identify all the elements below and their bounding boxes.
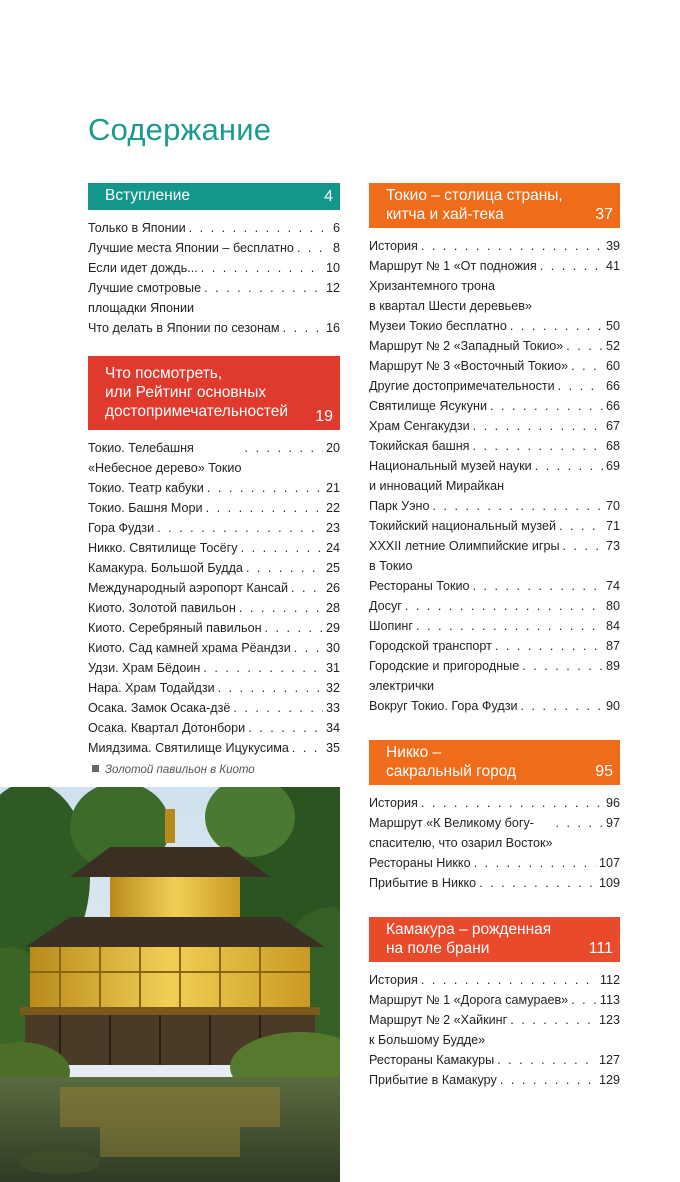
- toc-entry-page: 30: [325, 641, 340, 655]
- toc-entry-page: 41: [605, 259, 620, 273]
- toc-entry-title: Киото. Сад камней храма Рёандзи: [88, 641, 291, 655]
- dot-leader: [566, 336, 603, 356]
- toc-entry[interactable]: [369, 596, 620, 616]
- toc-entry-title: История: [369, 973, 418, 987]
- section-sights: [88, 356, 340, 758]
- toc-entry-page: 28: [325, 601, 340, 615]
- dot-leader: [244, 438, 323, 458]
- section-header-kamakura[interactable]: [369, 917, 620, 962]
- toc-entry-title: Киото. Серебряный павильон: [88, 621, 262, 635]
- toc-entry-title: Токио. Башня Мори: [88, 501, 203, 515]
- toc-entry-title: Токио. Телебашня «Небесное дерево» Токио: [88, 441, 242, 475]
- toc-entry-page: 52: [605, 339, 620, 353]
- dot-leader: [535, 456, 603, 476]
- toc-entry-page: 26: [325, 581, 340, 595]
- toc-entry[interactable]: [369, 656, 620, 696]
- section-header-sights[interactable]: [88, 356, 340, 430]
- left-column: [88, 183, 340, 776]
- dot-leader: [239, 598, 323, 618]
- dot-leader: [510, 1010, 596, 1030]
- dot-leader: [571, 356, 603, 376]
- dot-leader: [297, 238, 330, 258]
- toc-entry-page: 12: [325, 281, 340, 295]
- page-title: Содержание: [88, 112, 272, 147]
- toc-entry-page: 80: [605, 599, 620, 613]
- toc-entry-title: Святилище Ясукуни: [369, 399, 487, 413]
- toc-entry-title: Парк Уэно: [369, 499, 430, 513]
- section-header-tokyo[interactable]: [369, 183, 620, 228]
- toc-entry[interactable]: [369, 616, 620, 636]
- toc-entry[interactable]: [369, 416, 620, 436]
- dot-leader: [571, 990, 597, 1010]
- toc-entry-title: Музеи Токио бесплатно: [369, 319, 507, 333]
- toc-entry-title: Только в Японии: [88, 221, 186, 235]
- toc-entry-page: 113: [599, 993, 620, 1007]
- dot-leader: [473, 576, 603, 596]
- dot-leader: [510, 316, 603, 336]
- section-page: 19: [315, 408, 333, 425]
- dot-leader: [474, 853, 596, 873]
- toc-entry-title: Удзи. Храм Бёдоин: [88, 661, 201, 675]
- toc-entry-title: Маршрут № 2 «Хайкинг к Большому Будде»: [369, 1013, 508, 1047]
- section-title: Вступление: [105, 187, 191, 204]
- toc-entry-page: 74: [605, 579, 620, 593]
- toc-entry-title: Что делать в Японии по сезонам: [88, 321, 280, 335]
- section-page: 95: [595, 763, 613, 780]
- section-kamakura: [369, 917, 620, 1090]
- toc-entry-page: 50: [605, 319, 620, 333]
- dot-leader: [248, 718, 323, 738]
- toc-entry[interactable]: [369, 376, 620, 396]
- toc-entry[interactable]: [88, 718, 340, 738]
- toc-entry-page: 90: [605, 699, 620, 713]
- dot-leader: [432, 496, 603, 516]
- toc-entry[interactable]: [88, 518, 340, 538]
- toc-entry[interactable]: [369, 256, 620, 316]
- toc-entry-page: 6: [332, 221, 340, 235]
- toc-entry-title: История: [369, 796, 418, 810]
- dot-leader: [540, 256, 603, 276]
- toc-entry-page: 73: [605, 539, 620, 553]
- toc-entry-page: 29: [325, 621, 340, 635]
- toc-entry[interactable]: [369, 436, 620, 456]
- toc-entry-title: Городской транспорт: [369, 639, 492, 653]
- toc-entry[interactable]: [88, 638, 340, 658]
- dot-leader: [421, 236, 603, 256]
- dot-leader: [206, 498, 323, 518]
- section-title: Камакура – рожденная на поле брани: [386, 921, 552, 957]
- toc-entry-title: Шопинг: [369, 619, 413, 633]
- dot-leader: [473, 436, 603, 456]
- toc-entry-title: Гора Фудзи: [88, 521, 155, 535]
- toc-entry[interactable]: [369, 516, 620, 536]
- toc-entry-page: 23: [325, 521, 340, 535]
- toc-entry[interactable]: [369, 990, 620, 1010]
- toc-entry-page: 97: [605, 816, 620, 830]
- dot-leader: [291, 578, 323, 598]
- toc-entry-page: 68: [605, 439, 620, 453]
- toc-entry-title: Осака. Квартал Дотонбори: [88, 721, 246, 735]
- toc-entry[interactable]: [369, 970, 620, 990]
- toc-entry[interactable]: [88, 598, 340, 618]
- dot-leader: [495, 636, 603, 656]
- toc-entry[interactable]: [369, 1010, 620, 1050]
- dot-leader: [421, 970, 597, 990]
- toc-entry[interactable]: [88, 698, 340, 718]
- toc-entry-title: Маршрут № 3 «Восточный Токио»: [369, 359, 569, 373]
- toc-entry[interactable]: [88, 618, 340, 638]
- dot-leader: [241, 538, 323, 558]
- toc-entry[interactable]: [369, 496, 620, 516]
- toc-entry-page: 10: [325, 261, 340, 275]
- toc-entry[interactable]: [88, 498, 340, 518]
- toc-entry[interactable]: [88, 478, 340, 498]
- dot-leader: [233, 698, 323, 718]
- toc-entry-page: 89: [605, 659, 620, 673]
- toc-entry-title: Рестораны Никко: [369, 856, 471, 870]
- toc-entry-page: 69: [605, 459, 620, 473]
- toc-entry-page: 35: [325, 741, 340, 755]
- toc-entry-title: Рестораны Камакуры: [369, 1053, 495, 1067]
- toc-entry[interactable]: [369, 636, 620, 656]
- toc-entry-page: 66: [605, 399, 620, 413]
- toc-entry-page: 34: [325, 721, 340, 735]
- dot-leader: [204, 278, 323, 298]
- toc-entry-page: 70: [605, 499, 620, 513]
- toc-entry-title: Маршрут № 2 «Западный Токио»: [369, 339, 564, 353]
- dot-leader: [246, 558, 323, 578]
- dot-leader: [556, 813, 603, 833]
- dot-leader: [497, 1050, 596, 1070]
- toc-entry[interactable]: [369, 873, 620, 893]
- section-title: Что посмотреть, или Рейтинг основных достопримечательностей: [105, 365, 289, 420]
- toc-entry-page: 39: [605, 239, 620, 253]
- toc-entry-title: Храм Сенгакудзи: [369, 419, 470, 433]
- toc-entry[interactable]: [88, 658, 340, 678]
- toc-entry[interactable]: [88, 218, 340, 238]
- toc-entry[interactable]: [369, 356, 620, 376]
- toc-entry-page: 66: [605, 379, 620, 393]
- section-tokyo: [369, 183, 620, 716]
- toc-entry-title: Маршрут «К Великому богу- спасителю, что озарил Восток»: [369, 816, 553, 850]
- toc-entry[interactable]: [88, 258, 340, 278]
- toc-entry-page: 123: [598, 1013, 620, 1027]
- toc-entry-title: Никко. Святилище Тосёгу: [88, 541, 238, 555]
- toc-entry-page: 25: [325, 561, 340, 575]
- toc-entry-title: Маршрут № 1 «От подножия Хризантемного трона в квартал Шести деревьев»: [369, 259, 537, 313]
- toc-entry-page: 8: [332, 241, 340, 255]
- dot-leader: [405, 596, 603, 616]
- toc-entry[interactable]: [369, 576, 620, 596]
- dot-leader: [294, 638, 323, 658]
- section-header-intro[interactable]: [88, 183, 340, 210]
- dot-leader: [283, 318, 323, 338]
- toc-entry[interactable]: [369, 336, 620, 356]
- section-intro: [88, 183, 340, 338]
- dot-leader: [490, 396, 603, 416]
- toc-entry-title: Прибытие в Никко: [369, 876, 477, 890]
- dot-leader: [201, 258, 323, 278]
- toc-entry-title: Миядзима. Святилище Ицукусима: [88, 741, 289, 755]
- toc-entry-page: 109: [598, 876, 620, 890]
- toc-entry-title: XXXII летние Олимпийские игры в Токио: [369, 539, 560, 573]
- toc-entry-title: Другие достопримечательности: [369, 379, 555, 393]
- toc-entry-page: 22: [325, 501, 340, 515]
- toc-entry[interactable]: [88, 678, 340, 698]
- toc-entry-title: Если идет дождь...: [88, 261, 198, 275]
- toc-entry[interactable]: [88, 578, 340, 598]
- toc-entry-title: Национальный музей науки и инноваций Мирайкан: [369, 459, 532, 493]
- toc-entry-page: 33: [325, 701, 340, 715]
- toc-entry[interactable]: [369, 853, 620, 873]
- toc-entry-page: 21: [325, 481, 340, 495]
- toc-list: [88, 218, 340, 338]
- toc-list: [88, 438, 340, 758]
- toc-entry-title: Токио. Театр кабуки: [88, 481, 204, 495]
- toc-entry[interactable]: [88, 438, 340, 478]
- toc-entry-title: История: [369, 239, 418, 253]
- dot-leader: [416, 616, 603, 636]
- section-page: 37: [595, 206, 613, 223]
- toc-entry-page: 96: [605, 796, 620, 810]
- toc-entry[interactable]: [369, 236, 620, 256]
- toc-entry-page: 84: [605, 619, 620, 633]
- toc-entry[interactable]: [369, 813, 620, 853]
- dot-leader: [558, 376, 603, 396]
- toc-entry-title: Досуг: [369, 599, 402, 613]
- toc-entry[interactable]: [88, 558, 340, 578]
- toc-entry-page: 31: [325, 661, 340, 675]
- golden-pavilion-photo: [0, 787, 340, 1182]
- section-page: 111: [588, 940, 613, 957]
- dot-leader: [479, 873, 596, 893]
- dot-leader: [421, 793, 603, 813]
- toc-entry[interactable]: [88, 738, 340, 758]
- toc-entry-page: 129: [598, 1073, 620, 1087]
- right-column: [369, 183, 620, 1108]
- dot-leader: [203, 658, 323, 678]
- toc-entry[interactable]: [369, 536, 620, 576]
- toc-entry-page: 127: [598, 1053, 620, 1067]
- toc-entry-title: Нара. Храм Тодайдзи: [88, 681, 215, 695]
- dot-leader: [292, 738, 323, 758]
- toc-entry-title: Городские и пригородные электрички: [369, 659, 520, 693]
- square-bullet-icon: [92, 765, 99, 772]
- toc-entry-title: Вокруг Токио. Гора Фудзи: [369, 699, 518, 713]
- toc-entry-title: Камакура. Большой Будда: [88, 561, 243, 575]
- dot-leader: [265, 618, 323, 638]
- toc-entry-title: Киото. Золотой павильон: [88, 601, 236, 615]
- dot-leader: [522, 656, 603, 676]
- section-page: 4: [324, 188, 333, 205]
- toc-entry-title: Лучшие смотровые площадки Японии: [88, 281, 202, 315]
- photo-caption: [92, 764, 255, 776]
- toc-entry-title: Осака. Замок Осака-дзё: [88, 701, 231, 715]
- toc-entry-page: 24: [325, 541, 340, 555]
- toc-entry[interactable]: [88, 538, 340, 558]
- toc-entry[interactable]: [369, 316, 620, 336]
- dot-leader: [207, 478, 323, 498]
- toc-entry[interactable]: [369, 456, 620, 496]
- dot-leader: [218, 678, 323, 698]
- toc-entry-title: Токийский национальный музей: [369, 519, 557, 533]
- toc-entry-page: 112: [599, 973, 620, 987]
- dot-leader: [559, 516, 603, 536]
- toc-entry[interactable]: [369, 396, 620, 416]
- toc-list: [369, 236, 620, 716]
- section-header-nikko[interactable]: [369, 740, 620, 785]
- toc-entry-title: Лучшие места Японии – бесплатно: [88, 241, 294, 255]
- dot-leader: [189, 218, 330, 238]
- toc-entry-title: Рестораны Токио: [369, 579, 470, 593]
- toc-entry-page: 87: [605, 639, 620, 653]
- dot-leader: [473, 416, 603, 436]
- toc-entry[interactable]: [88, 278, 340, 318]
- toc-entry-page: 16: [325, 321, 340, 335]
- toc-entry-page: 67: [605, 419, 620, 433]
- section-title: Никко – сакральный город: [386, 744, 517, 780]
- dot-leader: [521, 696, 603, 716]
- section-title: Токио – столица страны, китча и хай-тека: [386, 187, 563, 223]
- toc-entry[interactable]: [88, 238, 340, 258]
- toc-entry[interactable]: [369, 1070, 620, 1090]
- dot-leader: [157, 518, 323, 538]
- caption-text: Золотой павильон в Киото: [105, 764, 255, 776]
- toc-entry-title: Маршрут № 1 «Дорога самураев»: [369, 993, 569, 1007]
- golden-pavilion-image: [0, 787, 340, 1182]
- toc-entry-page: 20: [325, 441, 340, 455]
- dot-leader: [563, 536, 603, 556]
- toc-entry-title: Прибытие в Камакуру: [369, 1073, 497, 1087]
- toc-entry-page: 32: [325, 681, 340, 695]
- toc-entry[interactable]: [369, 793, 620, 813]
- toc-entry-page: 60: [605, 359, 620, 373]
- section-nikko: [369, 740, 620, 893]
- dot-leader: [500, 1070, 596, 1090]
- toc-list: [369, 793, 620, 893]
- toc-entry[interactable]: [369, 696, 620, 716]
- toc-entry-title: Международный аэропорт Кансай: [88, 581, 289, 595]
- toc-list: [369, 970, 620, 1090]
- toc-entry[interactable]: [88, 318, 340, 338]
- toc-entry[interactable]: [369, 1050, 620, 1070]
- toc-entry-page: 71: [605, 519, 620, 533]
- toc-entry-title: Токийская башня: [369, 439, 470, 453]
- toc-entry-page: 107: [598, 856, 620, 870]
